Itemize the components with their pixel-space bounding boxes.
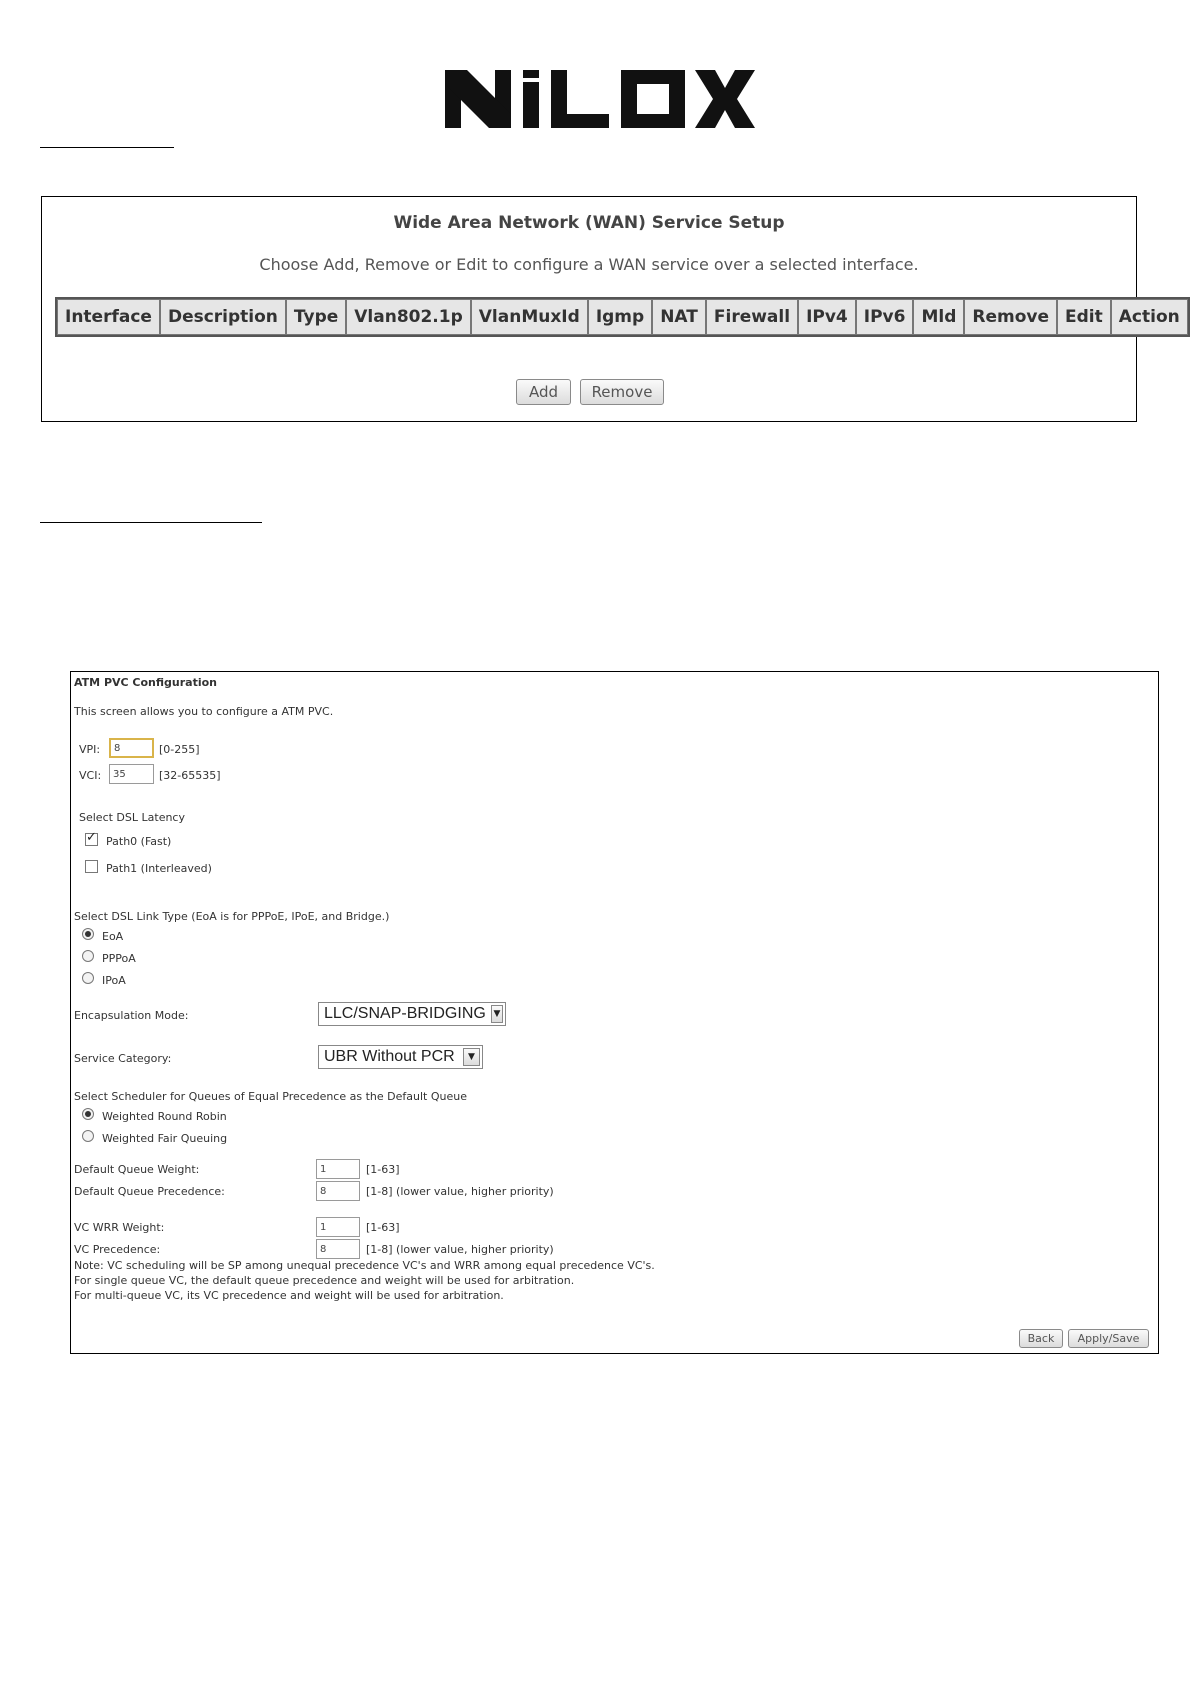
- vc-wrr-weight-input[interactable]: [316, 1217, 360, 1237]
- path1-checkbox[interactable]: [85, 860, 98, 873]
- col-mld: Mld: [913, 299, 964, 335]
- service-category-value: UBR Without PCR: [324, 1048, 455, 1065]
- col-description: Description: [160, 299, 286, 335]
- col-vlanmuxid: VlanMuxId: [471, 299, 588, 335]
- vpi-label: VPI:: [79, 743, 101, 756]
- col-type: Type: [286, 299, 346, 335]
- wan-service-table: [55, 297, 1190, 337]
- col-firewall: Firewall: [706, 299, 798, 335]
- vpi-range: [0-255]: [159, 743, 200, 756]
- remove-button[interactable]: Remove: [580, 379, 664, 405]
- col-ipv4: IPv4: [798, 299, 856, 335]
- encapsulation-value: LLC/SNAP-BRIDGING: [324, 1005, 486, 1022]
- add-button[interactable]: Add: [516, 379, 571, 405]
- atm-intro: This screen allows you to configure a ATM PVC.: [74, 705, 334, 718]
- ipoa-radio[interactable]: [82, 972, 94, 984]
- default-queue-precedence-label: Default Queue Precedence:: [74, 1185, 225, 1198]
- vpi-input[interactable]: [109, 738, 154, 758]
- col-edit: Edit: [1057, 299, 1111, 335]
- path0-label: Path0 (Fast): [106, 835, 172, 848]
- atm-pvc-panel: [70, 671, 1159, 1354]
- col-vlan8021p: Vlan802.1p: [346, 299, 471, 335]
- col-nat: NAT: [652, 299, 706, 335]
- ipoa-label: IPoA: [102, 974, 126, 987]
- vc-wrr-weight-label: VC WRR Weight:: [74, 1221, 165, 1234]
- path1-label: Path1 (Interleaved): [106, 862, 212, 875]
- atm-title: ATM PVC Configuration: [74, 676, 217, 689]
- pppoa-radio[interactable]: [82, 950, 94, 962]
- wan-button-row: [516, 379, 664, 405]
- path0-checkbox[interactable]: [85, 833, 98, 846]
- vci-label: VCI:: [79, 769, 102, 782]
- default-queue-weight-input[interactable]: [316, 1159, 360, 1179]
- vc-precedence-label: VC Precedence:: [74, 1243, 161, 1256]
- back-button[interactable]: Back: [1019, 1329, 1063, 1348]
- vci-range: [32-65535]: [159, 769, 221, 782]
- col-ipv6: IPv6: [856, 299, 914, 335]
- wrr-label: Weighted Round Robin: [102, 1110, 227, 1123]
- default-queue-precedence-range: [1-8] (lower value, higher priority): [366, 1185, 554, 1198]
- default-queue-precedence-input[interactable]: [316, 1181, 360, 1201]
- vc-precedence-range: [1-8] (lower value, higher priority): [366, 1243, 554, 1256]
- section-rule: [40, 147, 174, 148]
- col-action: Action: [1111, 299, 1188, 335]
- chevron-down-icon[interactable]: ▼: [463, 1048, 480, 1066]
- eoa-label: EoA: [102, 930, 124, 943]
- vci-input[interactable]: [109, 764, 154, 784]
- apply-save-button[interactable]: Apply/Save: [1068, 1329, 1149, 1348]
- table-header-row: [57, 299, 1188, 335]
- encapsulation-label: Encapsulation Mode:: [74, 1009, 189, 1022]
- latency-heading: Select DSL Latency: [79, 811, 185, 824]
- wan-service-panel: [41, 196, 1180, 422]
- col-remove: Remove: [964, 299, 1057, 335]
- note-line: Note: VC scheduling will be SP among unequal precedence VC's and WRR among equal precedence VC's.: [74, 1259, 655, 1272]
- wfq-radio[interactable]: [82, 1130, 94, 1142]
- scheduler-heading: Select Scheduler for Queues of Equal Precedence as the Default Queue: [74, 1090, 467, 1103]
- link-type-heading: Select DSL Link Type (EoA is for PPPoE, IPoE, and Bridge.): [74, 910, 390, 923]
- section-rule: [40, 522, 262, 523]
- wfq-label: Weighted Fair Queuing: [102, 1132, 228, 1145]
- col-interface: Interface: [57, 299, 160, 335]
- vc-wrr-weight-range: [1-63]: [366, 1221, 400, 1234]
- note-line: For multi-queue VC, its VC precedence and weight will be used for arbitration.: [74, 1289, 504, 1302]
- default-queue-weight-range: [1-63]: [366, 1163, 400, 1176]
- note-line: For single queue VC, the default queue precedence and weight will be used for arbitration.: [74, 1274, 575, 1287]
- nilox-logo: [445, 70, 755, 128]
- service-category-select[interactable]: [318, 1045, 483, 1069]
- pppoa-label: PPPoA: [102, 952, 136, 965]
- col-igmp: Igmp: [588, 299, 652, 335]
- wan-subtitle: Choose Add, Remove or Edit to configure a WAN service over a selected interface.: [259, 255, 919, 274]
- default-queue-weight-label: Default Queue Weight:: [74, 1163, 200, 1176]
- wrr-radio[interactable]: [82, 1108, 94, 1120]
- service-category-label: Service Category:: [74, 1052, 172, 1065]
- chevron-down-icon[interactable]: ▼: [491, 1005, 503, 1023]
- vc-precedence-input[interactable]: [316, 1239, 360, 1259]
- encapsulation-select[interactable]: [318, 1002, 506, 1026]
- eoa-radio[interactable]: [82, 928, 94, 940]
- wan-title: Wide Area Network (WAN) Service Setup: [393, 213, 785, 233]
